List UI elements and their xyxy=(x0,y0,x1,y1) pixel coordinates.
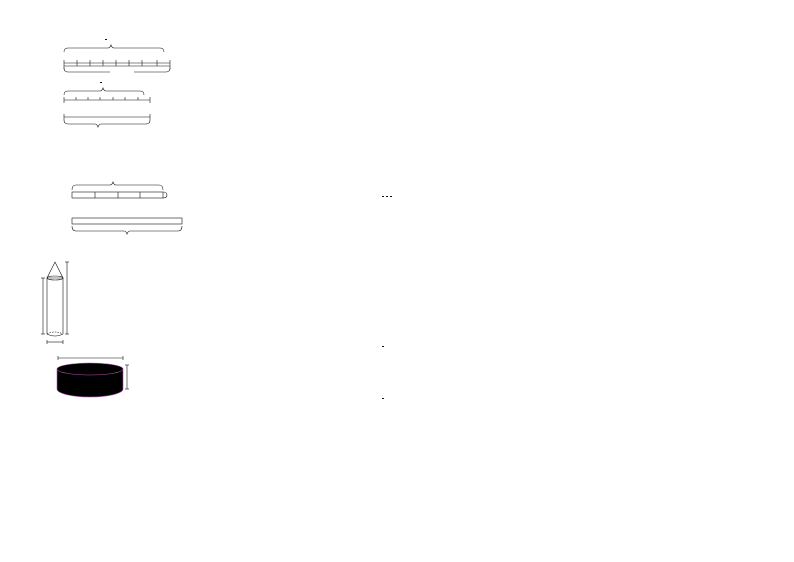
q25-cylinder xyxy=(0,0,200,410)
q31-frac xyxy=(382,398,384,399)
q30-frac xyxy=(382,346,384,347)
drawing-grid[interactable] xyxy=(381,40,543,158)
q28-line xyxy=(381,196,393,197)
q28-frac-3 xyxy=(390,196,392,197)
q28-frac-2 xyxy=(386,196,388,197)
q30-line-2 xyxy=(381,346,385,347)
q31-line-2 xyxy=(381,398,385,399)
q28-frac-1 xyxy=(382,196,384,197)
